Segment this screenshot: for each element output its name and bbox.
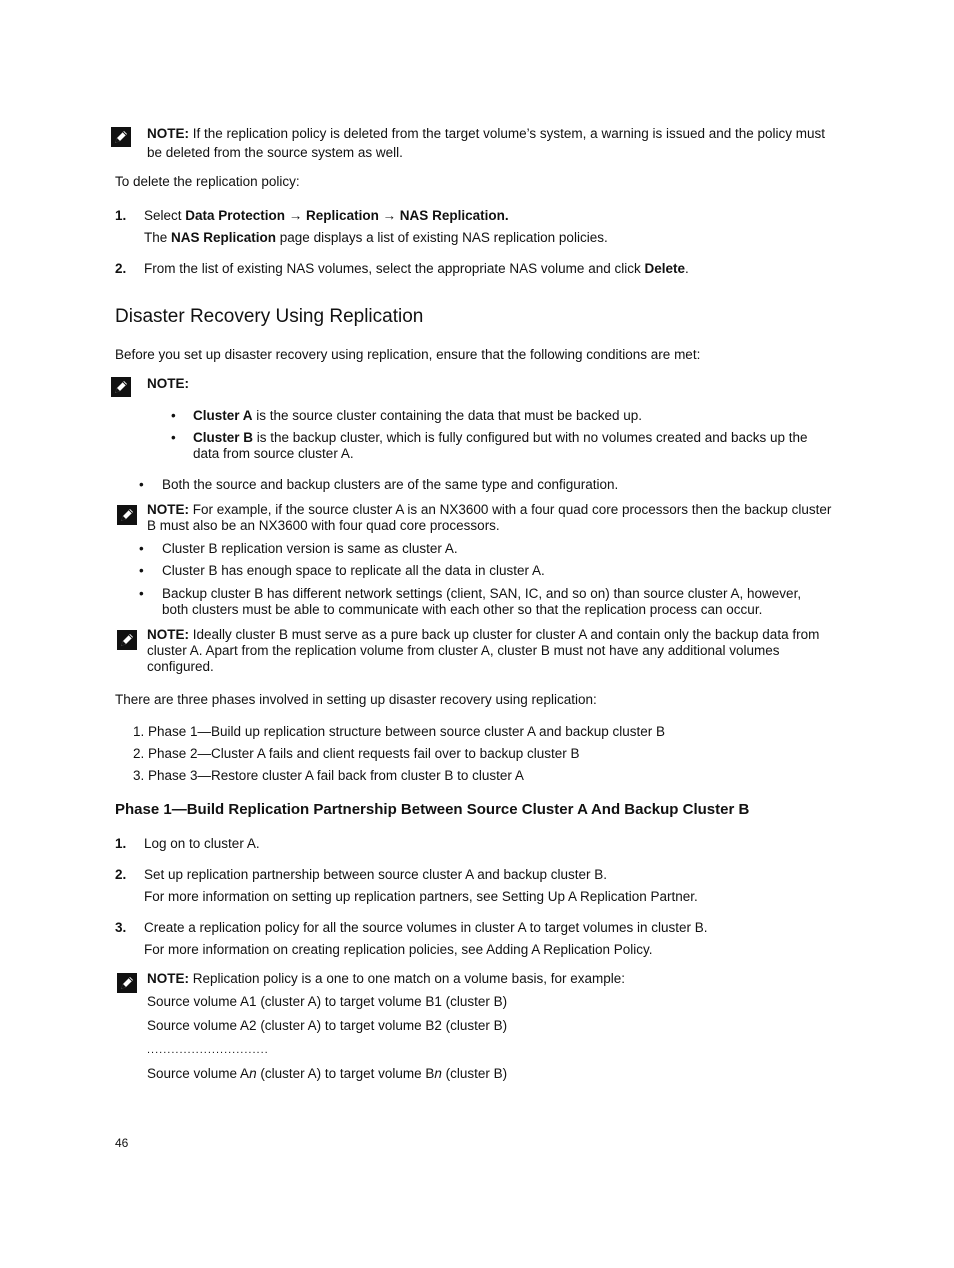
phase-1-step-2-detail: For more information on setting up replication partners, see Setting Up A Replication Partner. [144,889,698,904]
phase-1-step-2: Set up replication partnership between source cluster A and backup cluster B. [144,867,608,882]
phases-intro: There are three phases involved in setting up disaster recovery using replication: [115,692,597,707]
note-pencil-icon [111,127,131,147]
note-label: NOTE: [147,376,189,391]
phase-item: 1. Phase 1—Build up replication structure between source cluster A and backup cluster B [133,724,666,739]
delete-intro: To delete the replication policy: [115,174,300,189]
example-line-n: Source volume An (cluster A) to target volume Bn (cluster B) [147,1066,508,1081]
section-title: Disaster Recovery Using Replication [115,306,424,327]
note-4-line-3: configured. [147,659,214,674]
bullet-same-type: Both the source and backup clusters are of the same type and configuration. [162,477,619,492]
phase-1-step-3-detail: For more information on creating replication policies, see Adding A Replication Policy. [144,942,653,957]
delete-step-2: From the list of existing NAS volumes, select the appropriate NAS volume and click Delete. [144,261,689,276]
note-pencil-icon [117,505,137,525]
note-4-line-1: NOTE: Ideally cluster B must serve as a pure back up cluster for cluster A and contain only the backup data from [147,627,820,642]
note-pencil-icon [111,377,131,397]
note-2-bullet-1: Cluster A is the source cluster containing the data that must be backed up. [193,408,642,423]
note-1-line-2: be deleted from the source system as well. [147,145,403,160]
example-line: Source volume A1 (cluster A) to target volume B1 (cluster B) [147,994,508,1009]
phase-1-step-3: Create a replication policy for all the source volumes in cluster A to target volumes in cluster B. [144,920,708,935]
bullet-dot: • [139,563,144,578]
page-number: 46 [115,1136,129,1150]
phase-item: 3. Phase 3—Restore cluster A fail back from cluster B to cluster A [133,768,524,783]
phase-1-step-1: Log on to cluster A. [144,836,260,851]
step-number: 3. [115,920,127,935]
bullet-dot: • [139,541,144,556]
note-1-line-1: NOTE: If the replication policy is deleted from the target volume’s system, a warning is issued and the policy must [147,126,826,141]
step-number: 1. [115,208,127,223]
menu-path: Data Protection → Replication → NAS Replication. [185,208,509,223]
phase-item: 2. Phase 2—Cluster A fails and client requests fail over to backup cluster B [133,746,580,761]
bullet-dot: • [171,408,176,423]
bullet-dot: • [139,477,144,492]
example-ellipsis: .............................. [147,1044,269,1056]
note-5-line-1: NOTE: Replication policy is a one to one match on a volume basis, for example: [147,971,625,986]
section-intro: Before you set up disaster recovery using replication, ensure that the following conditions are met: [115,347,701,362]
step-number: 2. [115,867,127,882]
bullet-dot: • [139,586,144,601]
note-label: NOTE: [147,126,189,141]
step-number: 2. [115,261,127,276]
bullet-dot: • [171,430,176,445]
note-pencil-icon [117,973,137,993]
step-number: 1. [115,836,127,851]
note-3-line-1: NOTE: For example, if the source cluster A is an NX3600 with a four quad core processors then the backup cluster [147,502,832,517]
list-item-line-2: both clusters must be able to communicate with each other so that the replication process can occur. [162,602,763,617]
delete-step-1: Select Data Protection → Replication → NAS Replication. [144,208,509,223]
list-item: Backup cluster B has different network settings (client, SAN, IC, and so on) than source cluster A, however, [162,586,802,601]
note-3-line-2: B must also be an NX3600 with four quad core processors. [147,518,500,533]
note-pencil-icon [117,630,137,650]
note-4-line-2: cluster A. Apart from the replication volume from cluster A, cluster B must not have any additional volumes [147,643,780,658]
example-line: Source volume A2 (cluster A) to target volume B2 (cluster B) [147,1018,508,1033]
list-item: Cluster B has enough space to replicate all the data in cluster A. [162,563,545,578]
delete-step-1-detail: The NAS Replication page displays a list of existing NAS replication policies. [144,230,608,245]
phase-1-title: Phase 1—Build Replication Partnership Between Source Cluster A And Backup Cluster B [115,801,750,818]
note-2-bullet-2: Cluster B is the backup cluster, which is fully configured but with no volumes created and backs up the [193,430,808,445]
note-2-bullet-2-line-2: data from source cluster A. [193,446,354,461]
list-item: Cluster B replication version is same as cluster A. [162,541,458,556]
